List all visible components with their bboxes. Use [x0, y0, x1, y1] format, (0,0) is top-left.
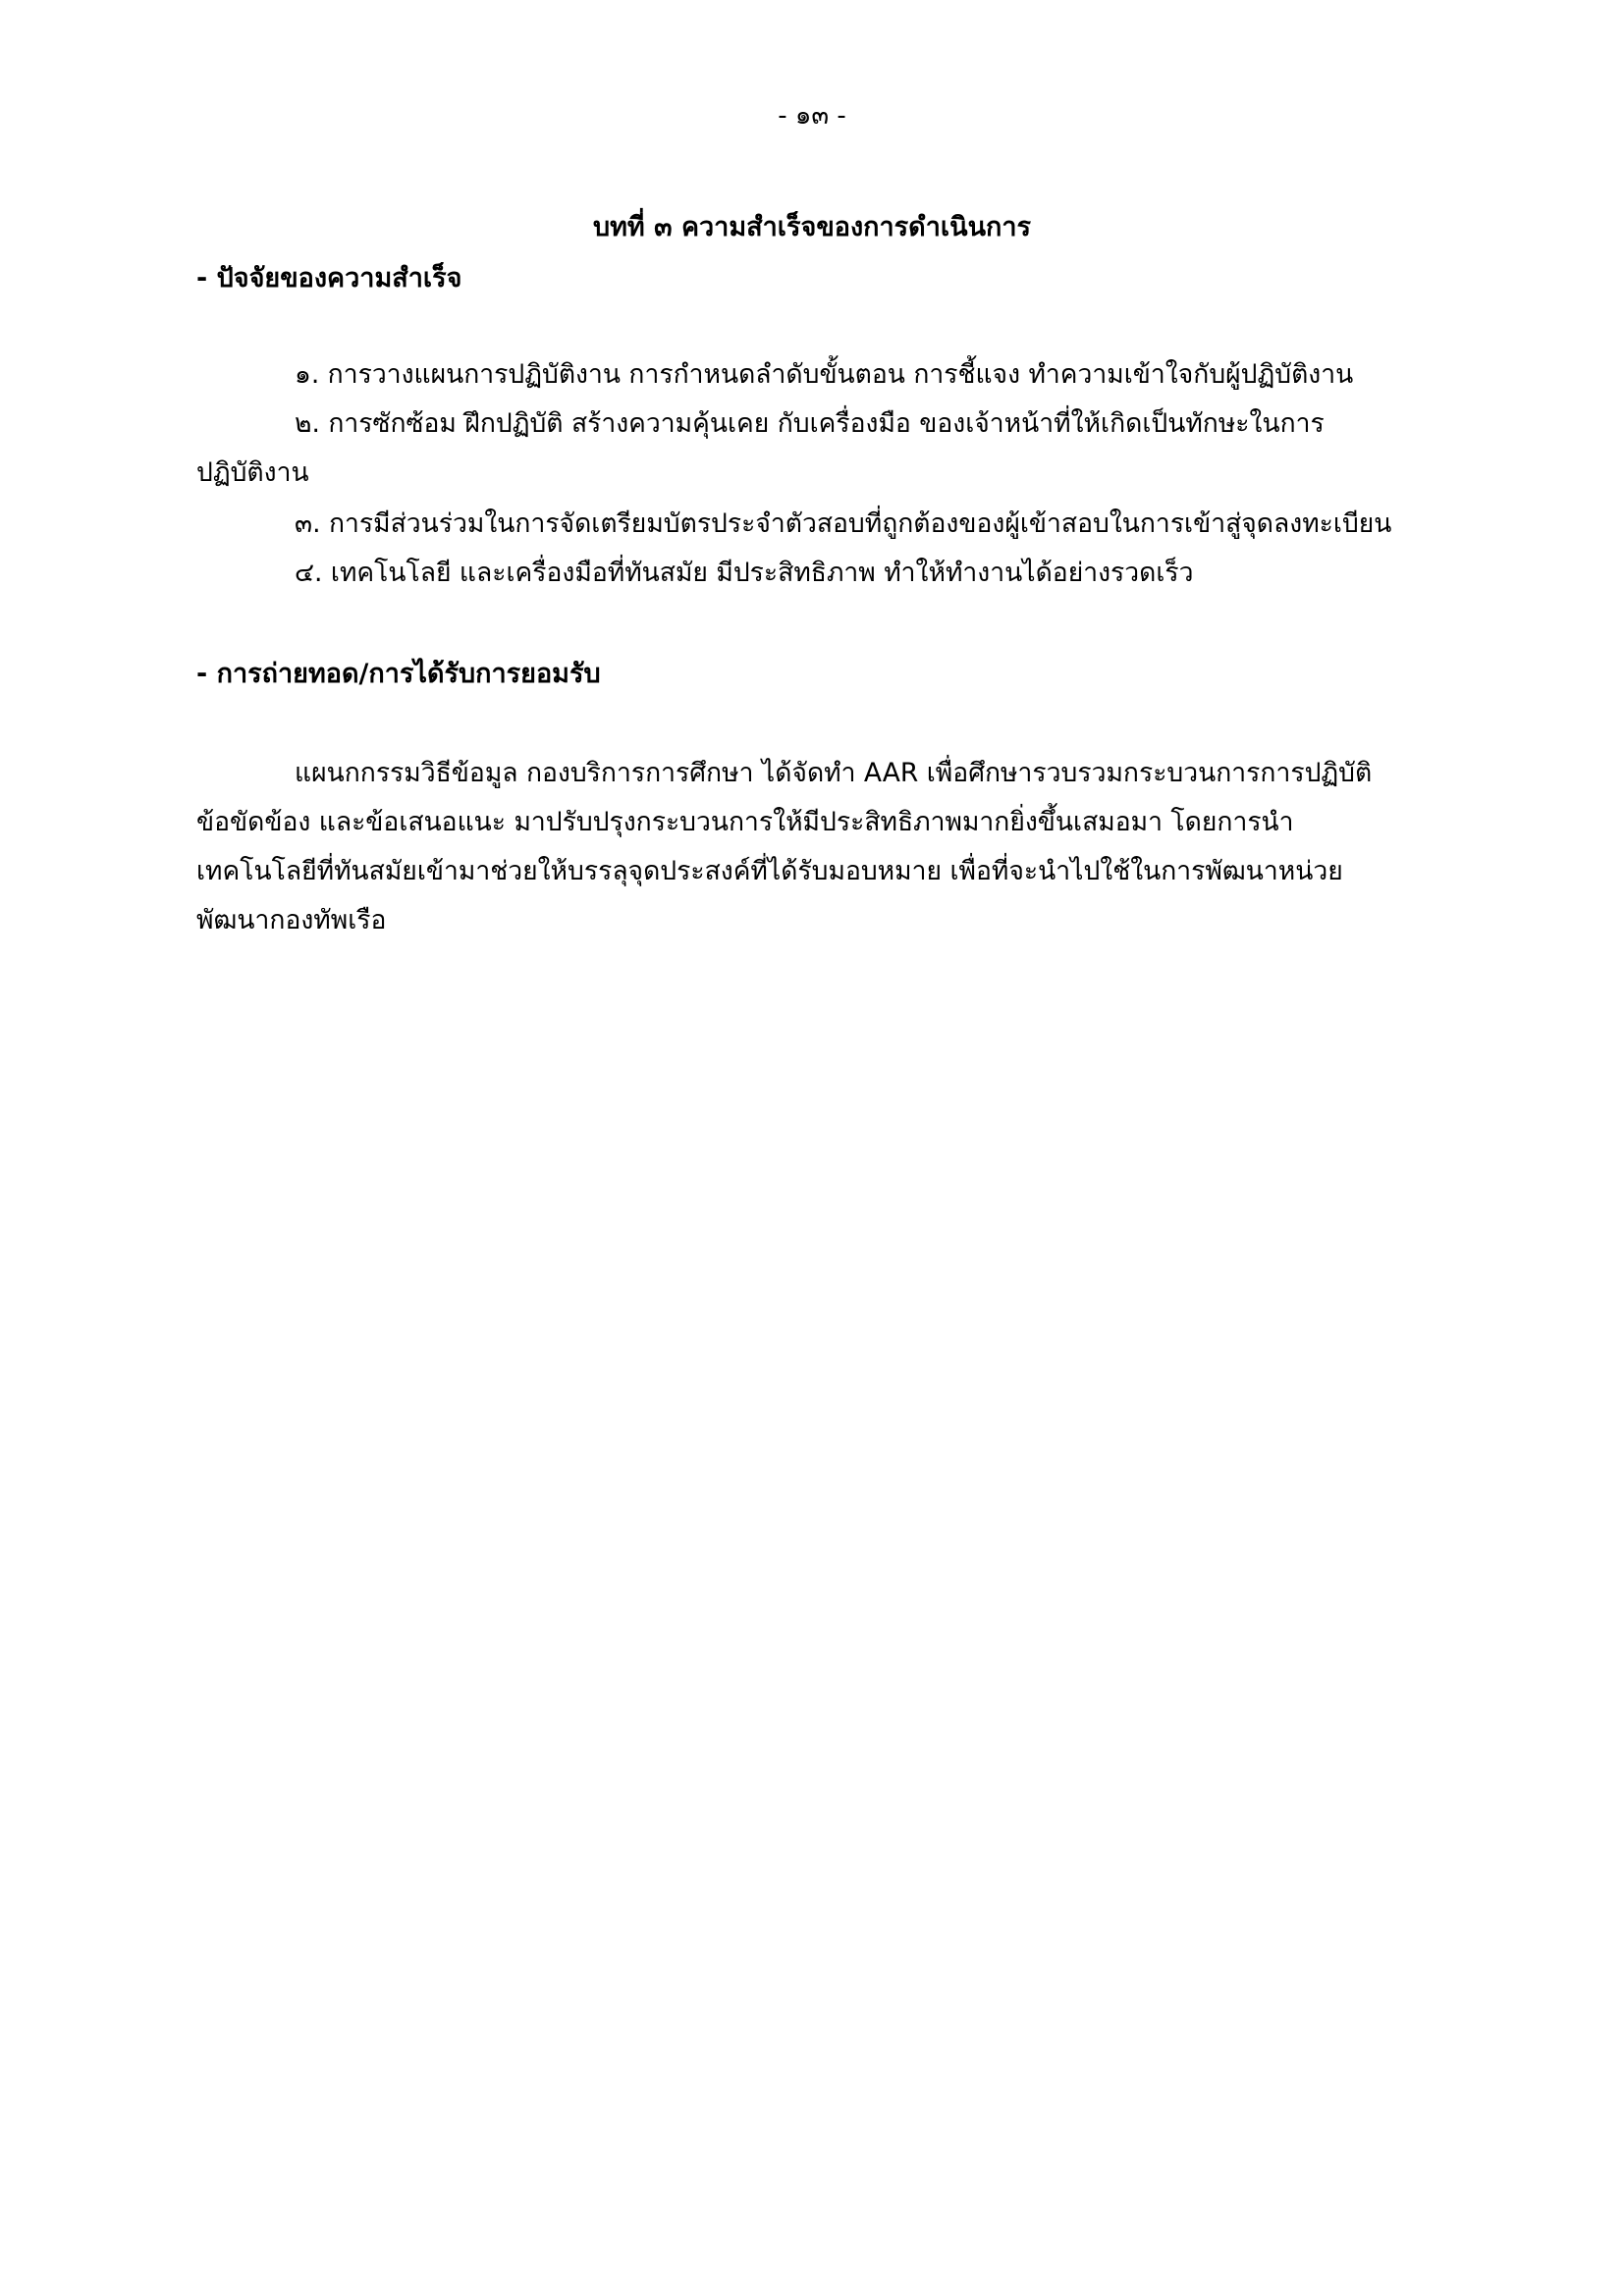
transfer-paragraph-line: แผนกกรรมวิธีข้อมูล กองบริการการศึกษา ได้จัดทำ AAR เพื่อศึกษารวบรวมกระบวนการการปฏิบัติ [295, 758, 1373, 788]
chapter-title: บทที่ ๓ ความสำเร็จของการดำเนินการ [592, 212, 1032, 242]
transfer-paragraph-line: ข้อขัดข้อง และข้อเสนอแนะ มาปรับปรุงกระบวนการให้มีประสิทธิภาพมากยิ่งขึ้นเสมอมา โดยการนำ [196, 807, 1294, 837]
success-factor-item: ๓. การมีส่วนร่วมในการจัดเตรียมบัตรประจำตัวสอบที่ถูกต้องของผู้เข้าสอบในการเข้าสู่จุดลงทะเบียน [295, 508, 1392, 539]
success-factor-item: ๑. การวางแผนการปฏิบัติงาน การกำหนดลำดับขั้นตอน การชี้แจง ทำความเข้าใจกับผู้ปฏิบัติงาน [295, 359, 1354, 390]
success-factor-item-continuation: ปฏิบัติงาน [196, 457, 309, 488]
transfer-paragraph-line: เทคโนโลยีที่ทันสมัยเข้ามาช่วยให้บรรลุจุดประสงค์ที่ได้รับมอบหมาย เพื่อที่จะนำไปใช้ในการพัฒนาหน่วย [196, 856, 1343, 886]
success-factor-item: ๔. เทคโนโลยี และเครื่องมือที่ทันสมัย มีประสิทธิภาพ ทำให้ทำงานได้อย่างรวดเร็ว [295, 558, 1194, 588]
page-number: - ๑๓ - [778, 101, 846, 131]
transfer-heading: - การถ่ายทอด/การได้รับการยอมรับ [196, 659, 601, 689]
transfer-paragraph-line: พัฒนากองทัพเรือ [196, 905, 387, 935]
success-factors-heading: - ปัจจัยของความสำเร็จ [196, 263, 462, 294]
success-factor-item: ๒. การซักซ้อม ฝึกปฏิบัติ สร้างความคุ้นเคย กับเครื่องมือ ของเจ้าหน้าที่ให้เกิดเป็นทักษะในการ [295, 408, 1325, 439]
